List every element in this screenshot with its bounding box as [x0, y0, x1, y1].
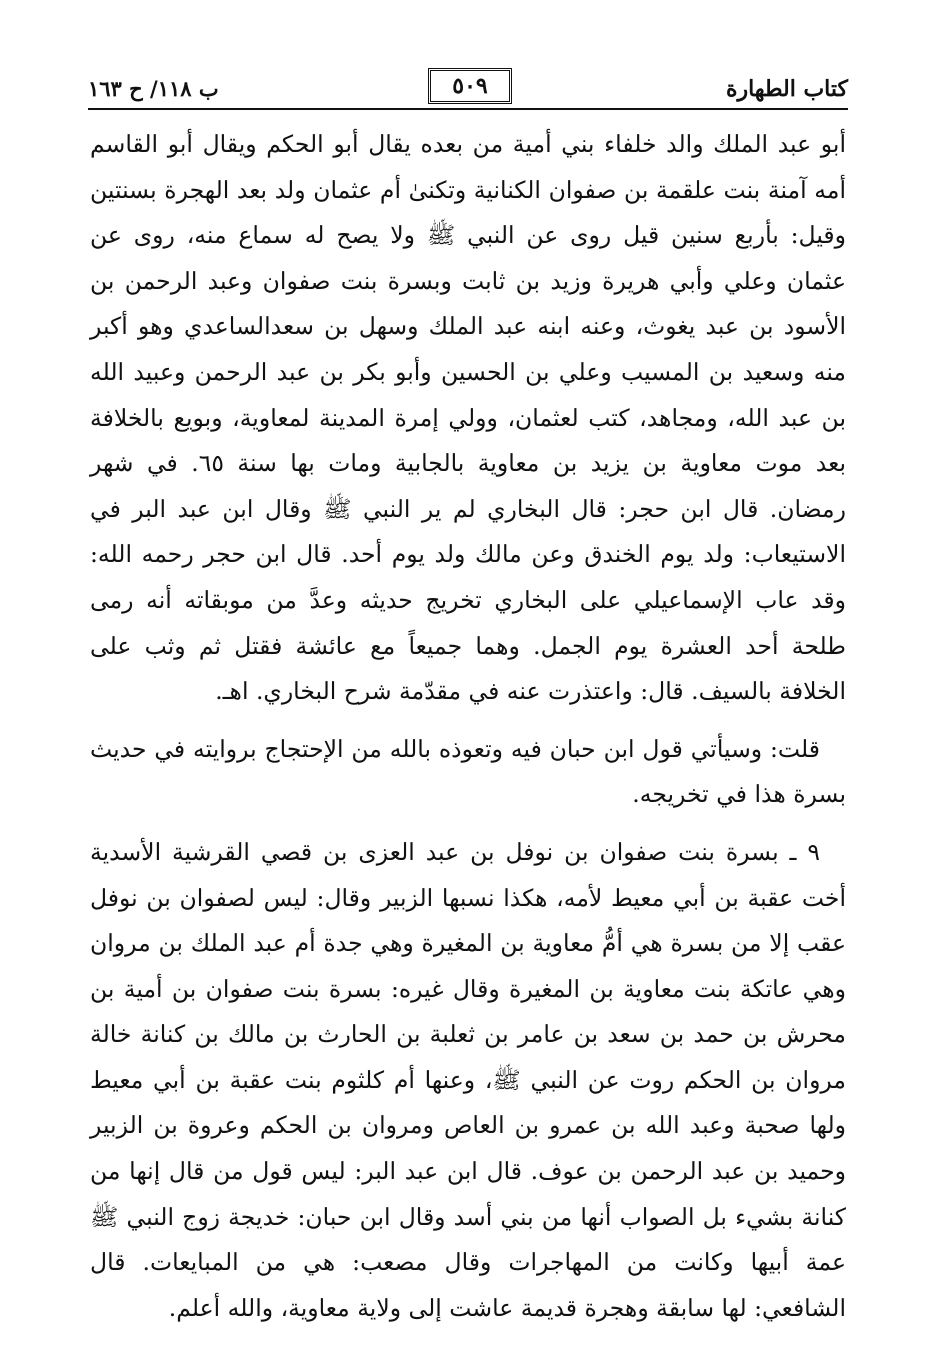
header-divider	[88, 108, 848, 110]
chapter-title: كتاب الطهارة	[725, 76, 848, 102]
page-number: ٥٠٩	[428, 68, 512, 104]
paragraph-marwan-biography: أبو عبد الملك والد خلفاء بني أمية من بعده يقال أبو الحكم ويقال أبو القاسم أمه آمنة بنت علقمة بن صفوان الكنانية وتكنىٰ أم عثمان ولد بعد الهجرة بسنتين وقيل: بأربع سنين قيل روى عن النبي ﷺ ولا يصح له سماع منه، روى عن عثمان وعلي وأبي هريرة وزيد بن ثابت وبسرة بنت صفوان وعبد الرحمن بن الأسود بن عبد يغوث، وعنه ابنه عبد الملك وسهل بن سعدالساعدي وهو أكبر منه وسعيد بن المسيب وعلي بن الحسين وأبو بكر بن عبد الرحمن وعبيد الله بن عبد الله، ومجاهد، كتب لعثمان، وولي إمرة المدينة لمعاوية، وبويع بالخلافة بعد موت معاوية بن يزيد بن معاوية بالجابية ومات بها سنة ٦٥. في شهر رمضان. قال ابن حجر: قال البخاري لم ير النبي ﷺ وقال ابن عبد البر في الاستيعاب: ولد يوم الخندق وعن مالك ولد يوم أحد. قال ابن حجر رحمه الله: وقد عاب الإسماعيلي على البخاري تخريج حديثه وعدَّ من موبقاته أنه رمى طلحة أحد العشرة يوم الجمل. وهما جميعاً مع عائشة فقتل ثم وثب على الخلافة بالسيف. قال: واعتذرت عنه في مقدّمة شرح البخاري. اهـ.	[90, 130, 846, 706]
main-text	[90, 122, 846, 1331]
hadith-reference: ب ١١٨/ ح ١٦٣	[88, 76, 219, 101]
paragraph-busra-biography: ٩ ـ بسرة بنت صفوان بن نوفل بن عبد العزى بن قصي القرشية الأسدية أخت عقبة بن أبي معيط لأمه، هكذا نسبها الزبير وقال: ليس لصفوان بن نوفل عقب إلا من بسرة هي أمُّ معاوية بن المغيرة وهي جدة أم عبد الملك بن مروان وهي عاتكة بنت معاوية بن المغيرة وقال غيره: بسرة بنت صفوان بن أمية بن محرش بن حمد بن سعد بن عامر بن ثعلبة بن الحارث بن مالك بن كنانة خالة مروان بن الحكم روت عن النبي ﷺ، وعنها أم كلثوم بنت عقبة بن أبي معيط ولها صحبة وعبد الله بن عمرو بن العاص ومروان بن الحكم وعروة بن الزبير وحميد بن عبد الرحمن بن عوف. قال ابن عبد البر: ليس قول من قال إنها من كنانة بشيء بل الصواب أنها من بني أسد وقال ابن حبان: خديجة زوج النبي ﷺ عمة أبيها وكانت من المهاجرات وقال مصعب: هي من المبايعات. قال الشافعي: لها سابقة وهجرة قديمة عاشت إلى ولاية معاوية، والله أعلم.	[90, 837, 846, 1322]
page-header	[88, 68, 848, 108]
paragraph-author-note: قلت: وسيأتي قول ابن حبان فيه وتعوذه بالله من الإحتجاج بروايته في حديث بسرة هذا في تخريجه.	[90, 734, 846, 809]
